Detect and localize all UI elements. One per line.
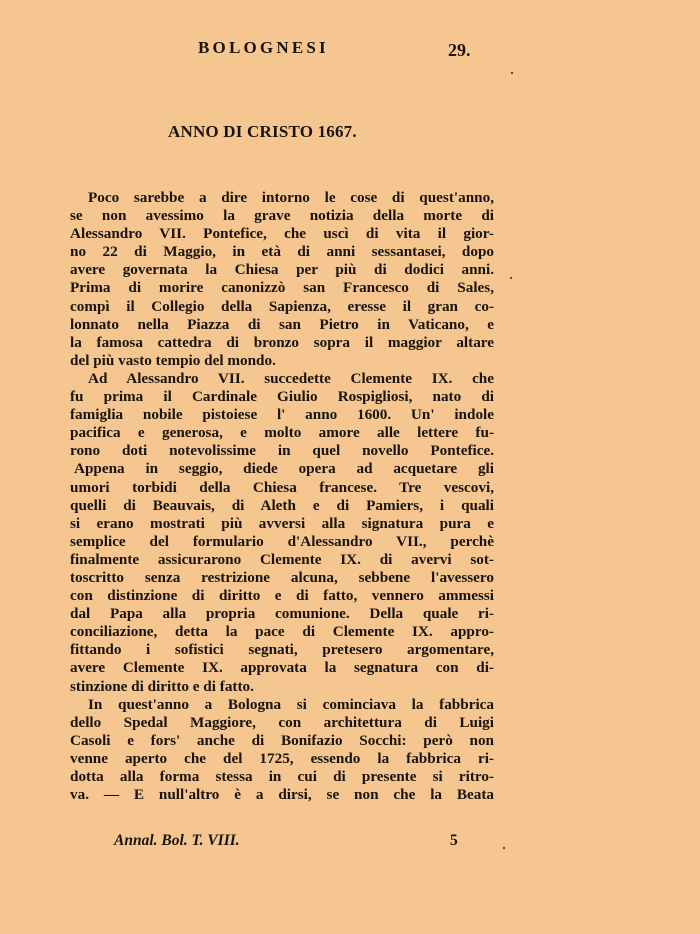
text-line: fittando i sofistici segnati, pretesero argomentare, — [70, 641, 494, 659]
text-line: dotta alla forma stessa in cui di presente si ritro- — [70, 768, 494, 785]
text-line: pacifica e generosa, e molto amore alle lettere fu- — [70, 424, 494, 442]
text-line: famiglia nobile pistoiese l' anno 1600. Un' indole — [70, 406, 494, 424]
text-line: se non avessimo la grave notizia della morte di — [70, 207, 494, 225]
text-line: toscritto senza restrizione alcuna, sebbene l'avessero — [70, 568, 494, 586]
text-line: stinzione di diritto e di fatto. — [70, 677, 254, 695]
text-line: quelli di Beauvais, di Aleth e di Pamiers, i quali — [70, 496, 494, 514]
text-line: no 22 di Maggio, in età di anni sessantasei, dopo — [70, 243, 494, 261]
body-text — [70, 189, 494, 804]
text-line: si erano mostrati più avversi alla signatura pura e — [70, 514, 494, 532]
text-line: compì il Collegio della Sapienza, eresse il gran co- — [70, 297, 494, 315]
text-line: va. — E null'altro è a dirsi, se non che la Beata — [70, 786, 494, 804]
text-line: Appena in seggio, diede opera ad acquetare gli — [74, 460, 494, 478]
text-line: semplice del formulario d'Alessandro VII., perchè — [70, 532, 494, 550]
text-line: del più vasto tempio del mondo. — [70, 351, 276, 369]
text-line: Casoli e fors' anche di Bonifazio Socchi: però non — [70, 731, 494, 749]
running-head: BOLOGNESI — [198, 38, 329, 57]
text-line: conciliazione, detta la pace di Clemente IX. appro- — [70, 623, 494, 641]
text-line: In quest'anno a Bologna si cominciava la fabbrica — [88, 695, 494, 713]
text-line: Prima di morire canonizzò san Francesco di Sales, — [70, 279, 494, 297]
text-line: umori torbidi della Chiesa francese. Tre vescovi, — [70, 478, 494, 496]
text-line: lonnato nella Piazza di san Pietro in Vaticano, e — [70, 315, 494, 333]
text-line: Ad Alessandro VII. succedette Clemente IX. che — [88, 369, 494, 387]
ink-speck — [510, 277, 512, 279]
text-line: Alessandro VII. Pontefice, che uscì di vita il gior- — [70, 225, 494, 243]
ink-speck — [503, 847, 505, 849]
ink-speck — [511, 72, 513, 74]
footer-signature: Annal. Bol. T. VIII. — [114, 832, 240, 849]
text-line: avere governata la Chiesa per più di dodici anni. — [70, 261, 494, 279]
text-line: dello Spedal Maggiore, con architettura di Luigi — [70, 713, 494, 731]
section-title: ANNO DI CRISTO 1667. — [168, 122, 357, 141]
text-line: la famosa cattedra di bronzo sopra il maggior altare — [70, 333, 494, 351]
text-line: finalmente assicurarono Clemente IX. di avervi sot- — [70, 550, 494, 568]
text-line: Poco sarebbe a dire intorno le cose di quest'anno, — [88, 189, 494, 206]
text-line: fu prima il Cardinale Giulio Rospigliosi, nato di — [70, 388, 494, 406]
text-line: venne aperto che del 1725, essendo la fabbrica ri- — [70, 749, 494, 767]
text-line: con distinzione di diritto e di fatto, vennero ammessi — [70, 587, 494, 605]
text-line: dal Papa alla propria comunione. Della quale ri- — [70, 605, 494, 623]
text-line: rono doti notevolissime in quel novello Pontefice. — [70, 442, 494, 460]
text-line: avere Clemente IX. approvata la segnatura con di- — [70, 659, 494, 677]
page-number: 29. — [448, 40, 471, 60]
footer-signature-mark: 5 — [450, 832, 458, 849]
